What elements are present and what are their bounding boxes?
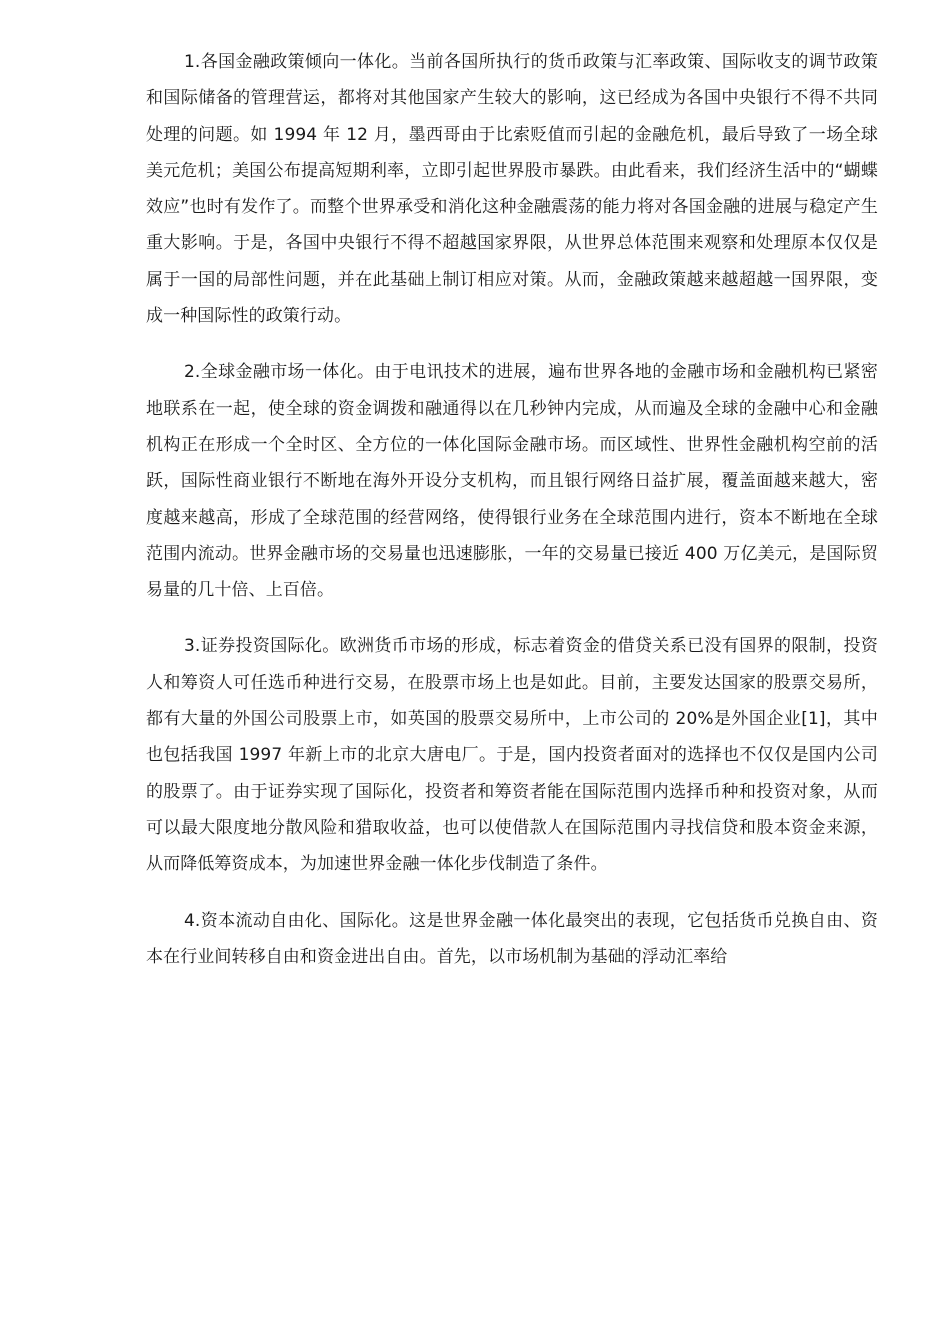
paragraph-1: 1.各国金融政策倾向一体化。当前各国所执行的货币政策与汇率政策、国际收支的调节政策和国际储备的管理营运，都将对其他国家产生较大的影响，这已经成为各国中央银行不得不共同处理的问题。如 1994 年 12 月，墨西哥由于比索贬值而引起的金融危机，最后导致了一场全球美元危机；美国公布提高短期利率，立即引起世界股市暴跌。由此看来，我们经济生活中的“蝴蝶效应”也时有发作了。而整个世界承受和消化这种金融震荡的能力将对各国金融的进展与稳定产生重大影响。于是，各国中央银行不得不超越国家界限，从世界总体范围来观察和处理原本仅仅是属于一国的局部性问题，并在此基础上制订相应对策。从而，金融政策越来越超越一国界限，变成一种国际性的政策行动。 xyxy=(146,52,878,327)
paragraph-3: 3.证券投资国际化。欧洲货币市场的形成，标志着资金的借贷关系已没有国界的限制，投资人和筹资人可任选币种进行交易，在股票市场上也是如此。目前，主要发达国家的股票交易所，都有大量的外国公司股票上市，如英国的股票交易所中，上市公司的 20%是外国企业[1]，其中也包括我国 1997 年新上市的北京大唐电厂。于是，国内投资者面对的选择也不仅仅是国内公司的股票了。由于证券实现了国际化，投资者和筹资者能在国际范围内选择币种和投资对象，从而可以最大限度地分散风险和猎取收益，也可以使借款人在国际范围内寻找信贷和股本资金来源，从而降低筹资成本，为加速世界金融一体化步伐制造了条件。 xyxy=(146,636,878,875)
paragraph-2: 2.全球金融市场一体化。由于电讯技术的进展，遍布世界各地的金融市场和金融机构已紧密地联系在一起，使全球的资金调拨和融通得以在几秒钟内完成，从而遍及全球的金融中心和金融机构正在形成一个全时区、全方位的一体化国际金融市场。而区域性、世界性金融机构空前的活跃，国际性商业银行不断地在海外开设分支机构，而且银行网络日益扩展，覆盖面越来越大，密度越来越高，形成了全球范围的经营网络，使得银行业务在全球范围内进行，资本不断地在全球范围内流动。世界金融市场的交易量也迅速膨胀，一年的交易量已接近 400 万亿美元，是国际贸易量的几十倍、上百倍。 xyxy=(146,362,878,601)
document-page xyxy=(146,44,878,975)
paragraph-4: 4.资本流动自由化、国际化。这是世界金融一体化最突出的表现，它包括货币兑换自由、资本在行业间转移自由和资金进出自由。首先，以市场机制为基础的浮动汇率给 xyxy=(146,910,878,967)
